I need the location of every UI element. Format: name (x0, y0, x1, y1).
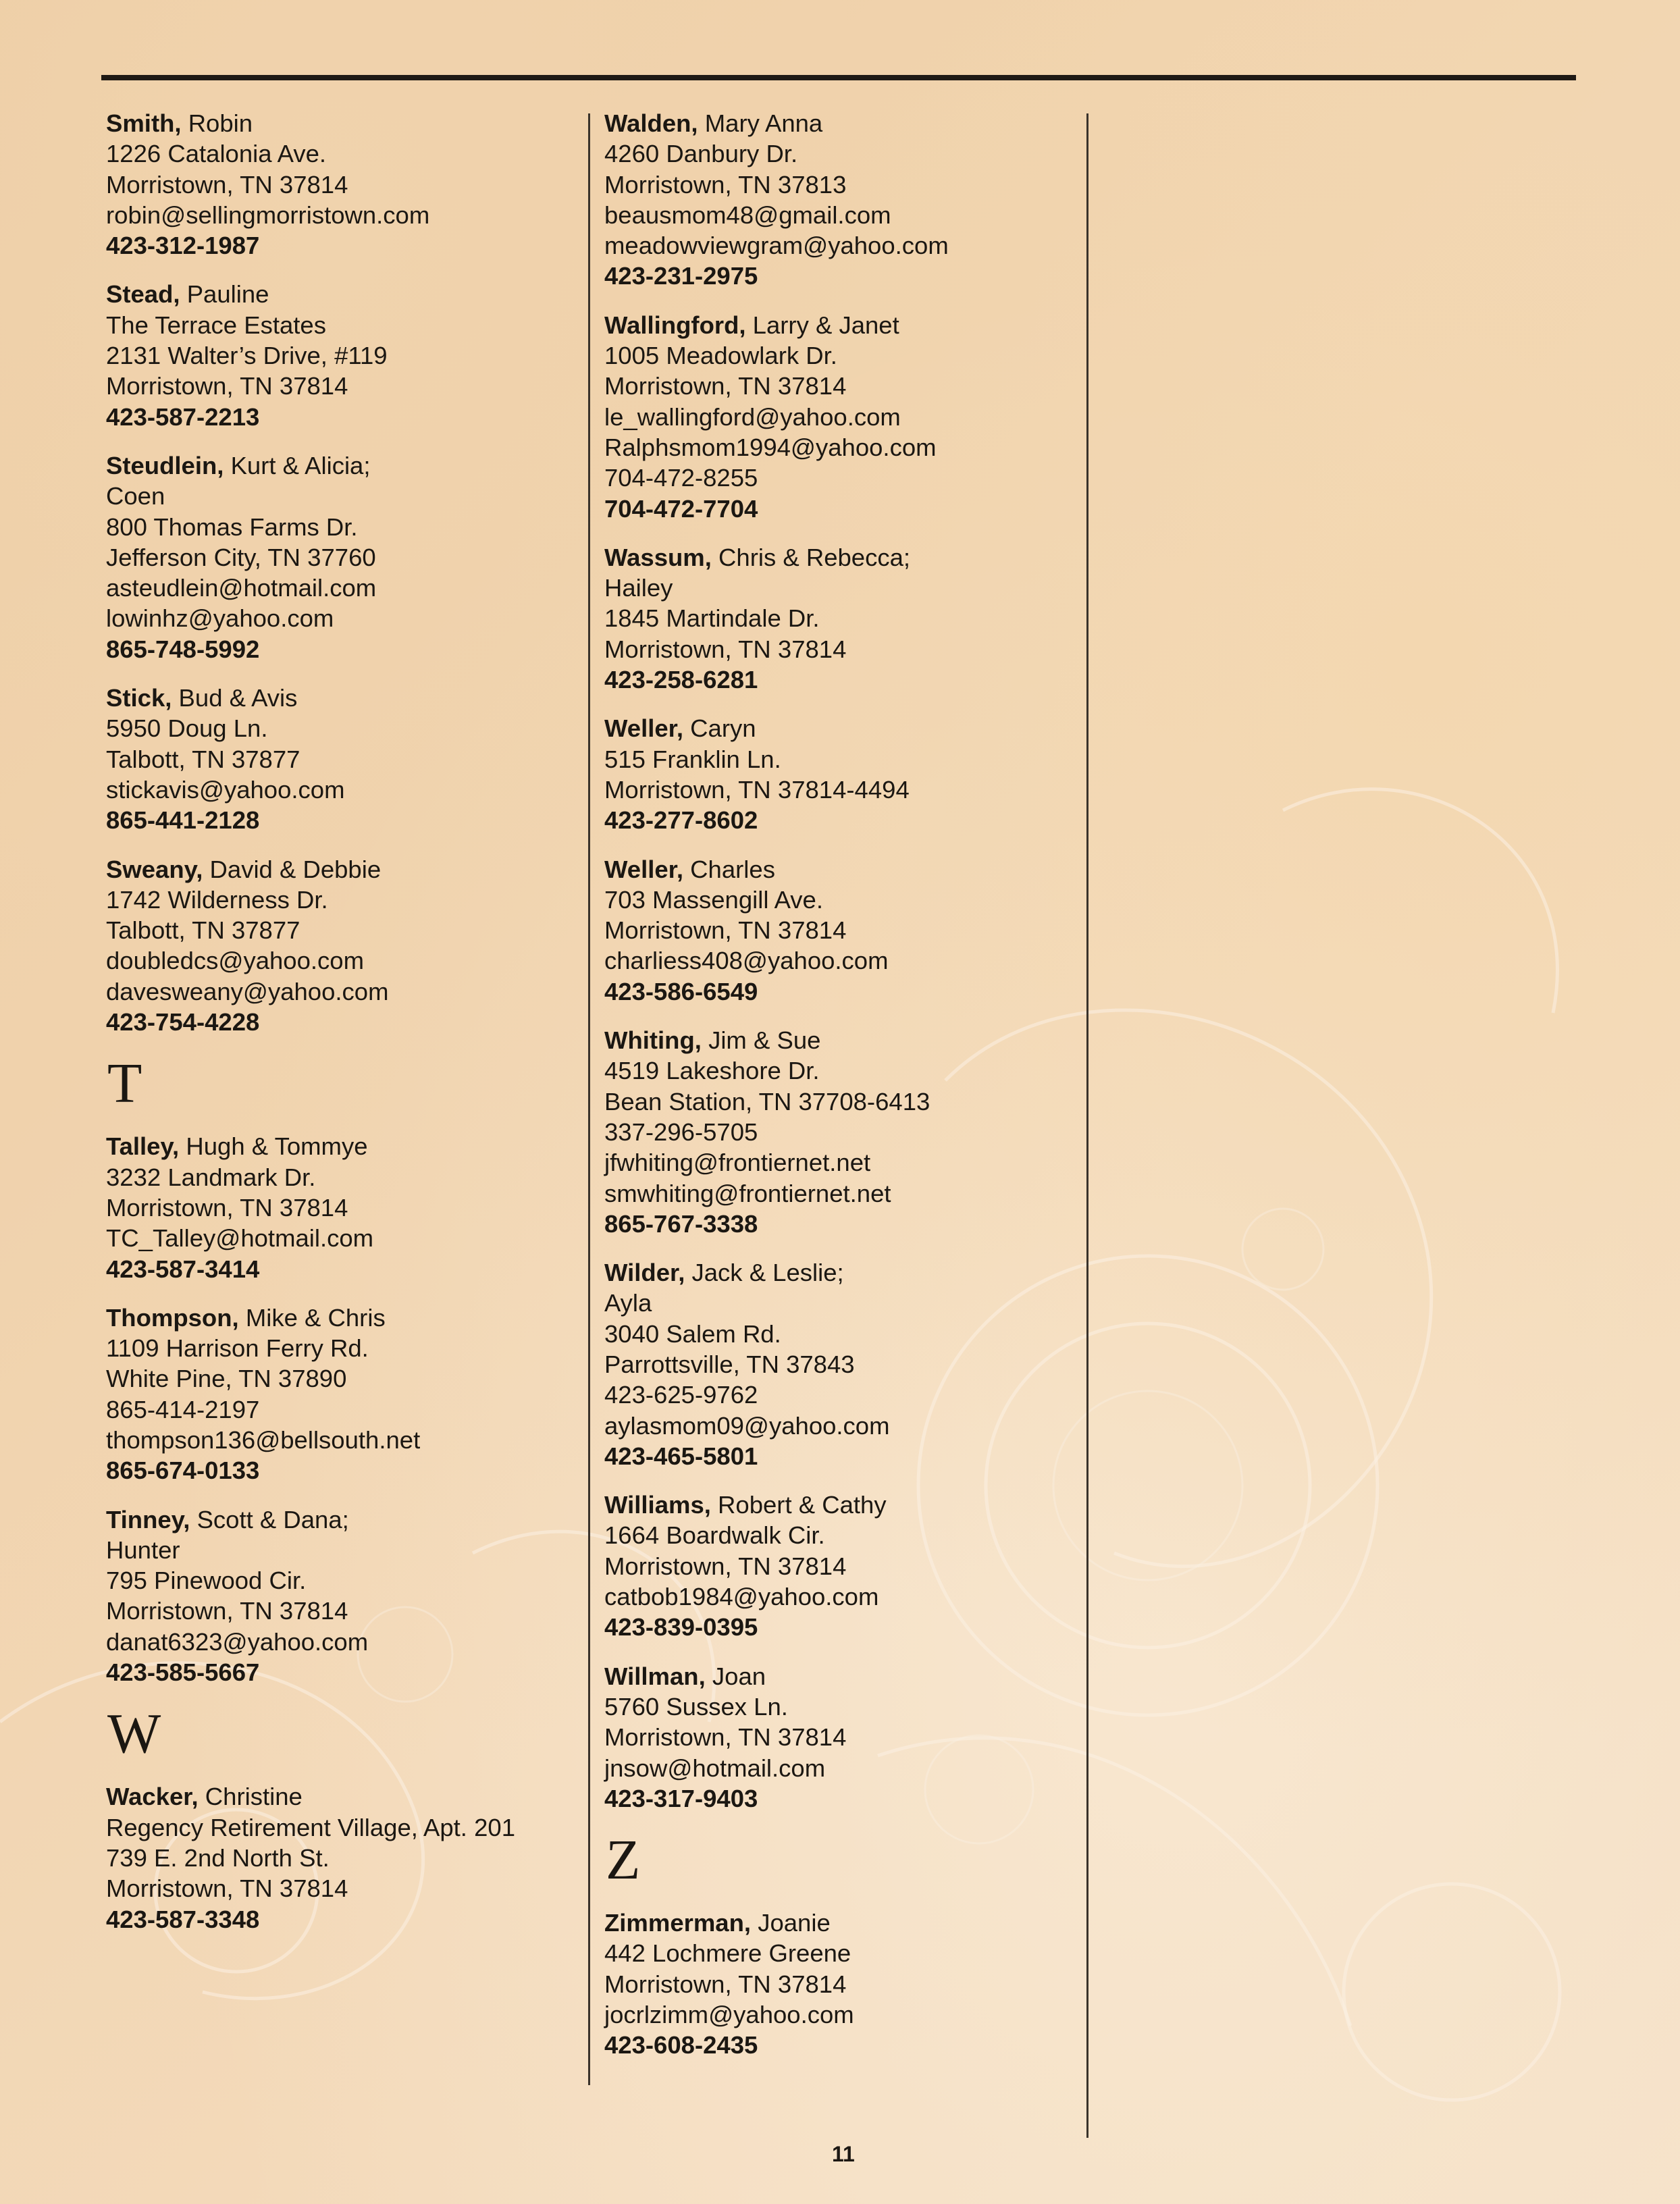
entry-detail-line: Morristown, TN 37814 (106, 1874, 348, 1903)
directory-entry (106, 683, 515, 835)
entry-surname: Whiting, (604, 1026, 702, 1055)
entry-given-names: Joanie (758, 1909, 831, 1937)
entry-given-names: Scott & Dana; (196, 1505, 349, 1533)
entry-detail-line: smwhiting@frontiernet.net (604, 1179, 891, 1207)
directory-entry (604, 1025, 949, 1239)
entry-detail-line: Morristown, TN 37814 (604, 635, 847, 663)
entry-phone: 423-277-8602 (604, 806, 758, 835)
directory-column-left (106, 108, 515, 1953)
entry-given-names: Hugh & Tommye (186, 1132, 368, 1161)
directory-entry (604, 713, 949, 835)
section-letter: Z (606, 1829, 641, 1892)
entry-phone: 865-441-2128 (106, 806, 260, 835)
directory-entry (106, 450, 515, 664)
entry-surname: Wassum, (604, 543, 712, 571)
entry-surname: Wacker, (106, 1783, 199, 1811)
entry-detail-line: beausmom48@gmail.com (604, 201, 891, 229)
entry-detail-line: Hailey (604, 574, 673, 602)
directory-entry (604, 310, 949, 524)
entry-detail-line: Morristown, TN 37814 (106, 170, 348, 199)
entry-phone: 423-465-5801 (604, 1442, 758, 1470)
directory-entry (604, 1490, 949, 1642)
entry-phone: 423-608-2435 (604, 2031, 758, 2059)
entry-detail-line: 442 Lochmere Greene (604, 1939, 851, 1968)
entry-surname: Zimmerman, (604, 1909, 752, 1937)
entry-surname: Thompson, (106, 1303, 239, 1332)
entry-detail-line: 1109 Harrison Ferry Rd. (106, 1334, 369, 1363)
entry-given-names: David & Debbie (209, 855, 382, 883)
entry-detail-line: Morristown, TN 37814 (106, 1597, 348, 1625)
entry-name (106, 683, 515, 713)
entry-surname: Weller, (604, 855, 684, 883)
entry-detail-line: Parrottsville, TN 37843 (604, 1350, 855, 1378)
directory-entry (604, 1257, 949, 1471)
entry-name (604, 310, 949, 340)
entry-detail-line: jfwhiting@frontiernet.net (604, 1149, 871, 1177)
entry-surname: Stead, (106, 280, 180, 309)
entry-detail-line: 1664 Boardwalk Cir. (604, 1521, 825, 1550)
entry-detail-line: 337-296-5705 (604, 1118, 758, 1146)
entry-detail-line: doubledcs@yahoo.com (106, 947, 365, 975)
entry-detail-line: Morristown, TN 37814 (106, 1193, 348, 1222)
entry-detail-line: 5950 Doug Ln. (106, 714, 268, 743)
directory-entry (106, 1781, 515, 1934)
entry-phone: 423-231-2975 (604, 262, 758, 290)
directory-column-middle (604, 108, 949, 2079)
entry-given-names: Mary Anna (704, 109, 823, 137)
directory-entry (106, 108, 515, 261)
entry-surname: Smith, (106, 109, 182, 137)
entry-detail-line: 4519 Lakeshore Dr. (604, 1057, 820, 1085)
entry-phone: 423-258-6281 (604, 666, 758, 694)
entry-name (604, 1257, 949, 1288)
entry-surname: Willman, (604, 1662, 706, 1690)
entry-detail-line: meadowviewgram@yahoo.com (604, 232, 949, 260)
entry-detail-line: Regency Retirement Village, Apt. 201 (106, 1813, 515, 1841)
entry-detail-line: Morristown, TN 37814 (604, 1552, 847, 1580)
entry-detail-line: 795 Pinewood Cir. (106, 1567, 307, 1595)
entry-phone: 423-587-3414 (106, 1255, 260, 1283)
entry-surname: Stick, (106, 684, 172, 712)
entry-detail-line: 1005 Meadowlark Dr. (604, 342, 837, 370)
entry-name (106, 854, 515, 885)
entry-detail-line: Jefferson City, TN 37760 (106, 543, 376, 571)
directory-entry (106, 1131, 515, 1284)
directory-entry (604, 1908, 949, 2060)
entry-detail-line: jnsow@hotmail.com (604, 1754, 826, 1782)
directory-entry (604, 1661, 949, 1814)
directory-entry (106, 854, 515, 1038)
entry-phone: 865-674-0133 (106, 1457, 260, 1485)
entry-given-names: Chris & Rebecca; (718, 543, 911, 571)
entry-phone: 423-839-0395 (604, 1613, 758, 1642)
entry-detail-line: 865-414-2197 (106, 1395, 260, 1423)
entry-surname: Walden, (604, 109, 698, 137)
entry-given-names: Robin (188, 109, 253, 137)
entry-phone: 865-767-3338 (604, 1209, 758, 1238)
entry-detail-line: asteudlein@hotmail.com (106, 574, 377, 602)
entry-name (604, 1490, 949, 1520)
entry-phone: 423-585-5667 (106, 1658, 260, 1687)
entry-phone: 865-748-5992 (106, 635, 260, 663)
entry-given-names: Robert & Cathy (718, 1491, 887, 1519)
entry-phone: 423-587-2213 (106, 402, 260, 431)
entry-surname: Talley, (106, 1132, 180, 1161)
entry-detail-line: Bean Station, TN 37708-6413 (604, 1087, 930, 1116)
entry-detail-line: 2131 Walter’s Drive, #119 (106, 342, 388, 370)
entry-given-names: Jack & Leslie; (691, 1259, 844, 1287)
entry-name (604, 1025, 949, 1055)
entry-detail-line: Morristown, TN 37814 (604, 372, 847, 400)
entry-detail-line: aylasmom09@yahoo.com (604, 1411, 890, 1440)
entry-detail-line: thompson136@bellsouth.net (106, 1425, 421, 1454)
entry-detail-line: Morristown, TN 37814 (604, 1723, 847, 1752)
entry-detail-line: 1742 Wilderness Dr. (106, 885, 328, 914)
entry-name (604, 713, 949, 743)
entry-name (106, 108, 515, 138)
entry-detail-line: 704-472-8255 (604, 464, 758, 492)
directory-entry (106, 1303, 515, 1486)
entry-phone: 423-312-1987 (106, 232, 260, 260)
entry-detail-line: 423-625-9762 (604, 1381, 758, 1409)
entry-detail-line: le_wallingford@yahoo.com (604, 402, 901, 431)
entry-detail-line: Morristown, TN 37813 (604, 170, 847, 199)
entry-phone: 704-472-7704 (604, 494, 758, 523)
entry-surname: Tinney, (106, 1505, 190, 1533)
entry-detail-line: 703 Massengill Ave. (604, 885, 823, 914)
entry-detail-line: davesweany@yahoo.com (106, 977, 389, 1005)
entry-detail-line: Talbott, TN 37877 (106, 745, 300, 773)
entry-given-names: Christine (205, 1783, 303, 1811)
entry-given-names: Pauline (186, 280, 269, 309)
entry-detail-line: Morristown, TN 37814 (604, 1970, 847, 1998)
entry-surname: Weller, (604, 714, 684, 743)
section-letter: T (107, 1052, 142, 1116)
entry-surname: Wallingford, (604, 311, 746, 339)
entry-given-names: Jim & Sue (708, 1026, 821, 1055)
entry-name (106, 279, 515, 309)
entry-detail-line: charliess408@yahoo.com (604, 947, 889, 975)
entry-detail-line: 5760 Sussex Ln. (604, 1692, 788, 1721)
entry-given-names: Joan (712, 1662, 766, 1690)
column-divider-1 (588, 113, 590, 2085)
entry-detail-line: The Terrace Estates (106, 311, 326, 339)
entry-phone: 423-586-6549 (604, 977, 758, 1005)
entry-detail-line: 4260 Danbury Dr. (604, 140, 798, 168)
entry-detail-line: Talbott, TN 37877 (106, 916, 300, 945)
top-rule (101, 75, 1576, 80)
entry-detail-line: 515 Franklin Ln. (604, 745, 781, 773)
page-number: 11 (832, 2142, 855, 2166)
entry-detail-line: 1845 Martindale Dr. (604, 604, 820, 633)
entry-surname: Sweany, (106, 855, 203, 883)
entry-name (604, 1908, 949, 1938)
entry-detail-line: Hunter (106, 1536, 180, 1564)
entry-name (604, 542, 949, 573)
entry-name (604, 1661, 949, 1691)
entry-phone: 423-587-3348 (106, 1905, 260, 1933)
entry-given-names: Mike & Chris (245, 1303, 386, 1332)
entry-name (106, 1303, 515, 1333)
entry-given-names: Caryn (690, 714, 756, 743)
entry-detail-line: Morristown, TN 37814 (106, 372, 348, 400)
directory-entry (604, 854, 949, 1007)
entry-detail-line: Ayla (604, 1289, 652, 1317)
entry-detail-line: lowinhz@yahoo.com (106, 604, 334, 633)
directory-entry (106, 279, 515, 431)
entry-detail-line: Coen (106, 482, 165, 510)
directory-entry (604, 542, 949, 695)
entry-detail-line: robin@sellingmorristown.com (106, 201, 430, 229)
entry-name (106, 450, 515, 481)
entry-detail-line: 800 Thomas Farms Dr. (106, 513, 358, 541)
entry-detail-line: jocrlzimm@yahoo.com (604, 2001, 854, 2029)
entry-detail-line: 739 E. 2nd North St. (106, 1843, 330, 1872)
entry-name (106, 1781, 515, 1812)
directory-entry (106, 1504, 515, 1688)
entry-name (106, 1131, 515, 1161)
entry-surname: Steudlein, (106, 451, 224, 479)
entry-surname: Williams, (604, 1491, 711, 1519)
entry-detail-line: TC_Talley@hotmail.com (106, 1224, 374, 1253)
entry-detail-line: White Pine, TN 37890 (106, 1365, 347, 1393)
entry-detail-line: Morristown, TN 37814 (604, 916, 847, 945)
entry-phone: 423-317-9403 (604, 1784, 758, 1812)
entry-given-names: Charles (690, 855, 775, 883)
entry-given-names: Kurt & Alicia; (230, 451, 371, 479)
column-divider-2 (1086, 113, 1088, 2138)
entry-detail-line: catbob1984@yahoo.com (604, 1583, 879, 1611)
entry-detail-line: danat6323@yahoo.com (106, 1627, 369, 1656)
entry-surname: Wilder, (604, 1259, 685, 1287)
entry-detail-line: Ralphsmom1994@yahoo.com (604, 433, 937, 461)
entry-name (604, 854, 949, 885)
entry-given-names: Bud & Avis (178, 684, 298, 712)
entry-detail-line: stickavis@yahoo.com (106, 775, 345, 804)
entry-detail-line: 3040 Salem Rd. (604, 1319, 781, 1348)
entry-detail-line: 3232 Landmark Dr. (106, 1163, 316, 1191)
entry-name (106, 1504, 515, 1535)
entry-phone: 423-754-4228 (106, 1008, 260, 1037)
directory-entry (604, 108, 949, 292)
entry-given-names: Larry & Janet (752, 311, 899, 339)
entry-detail-line: Morristown, TN 37814-4494 (604, 775, 910, 804)
entry-detail-line: 1226 Catalonia Ave. (106, 140, 327, 168)
entry-name (604, 108, 949, 138)
section-letter: W (107, 1702, 161, 1766)
